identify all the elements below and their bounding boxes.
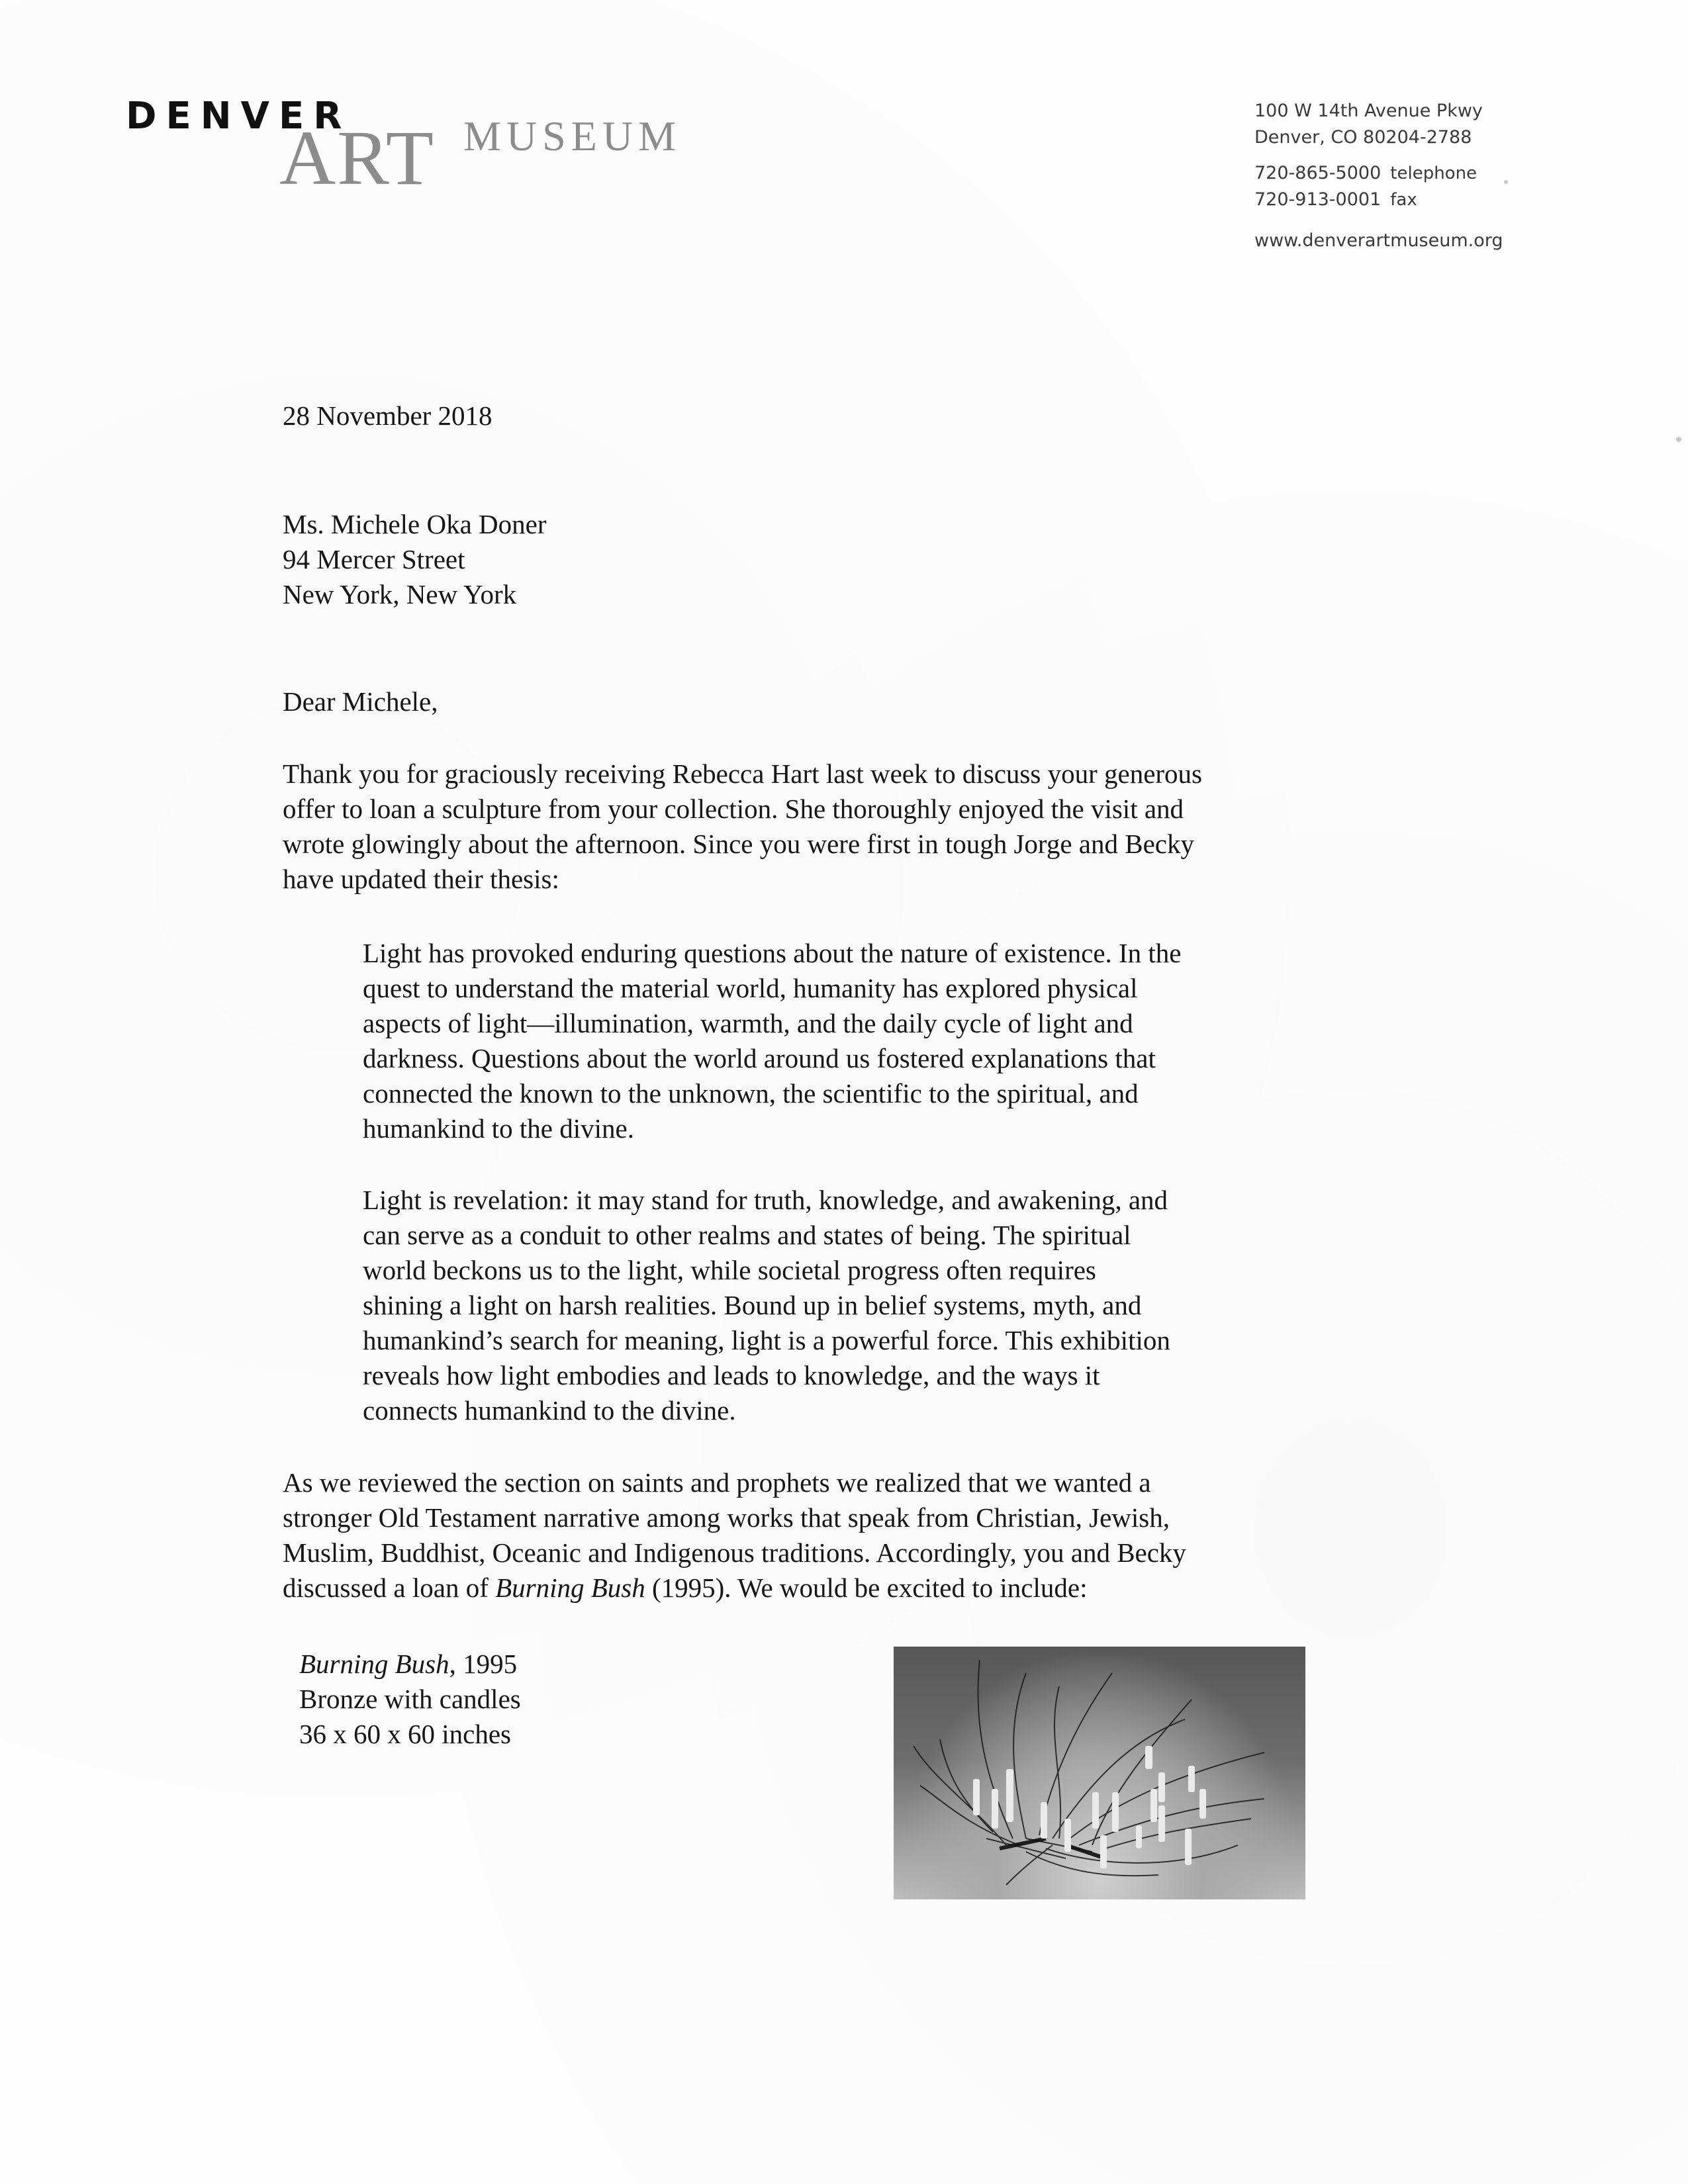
- salutation: Dear Michele,: [283, 686, 438, 717]
- artwork-title-inline: Burning Bush: [495, 1572, 645, 1603]
- paragraph-line: [283, 1570, 1395, 1606]
- letterhead-contact: [1254, 98, 1503, 254]
- quote-line: quest to understand the material world, humanity has explored physical: [363, 973, 1138, 1003]
- thesis-quote-2: [363, 1183, 1369, 1428]
- museum-logo: [126, 93, 735, 199]
- scan-speck: [1504, 180, 1508, 184]
- scan-speck: [1676, 437, 1681, 442]
- quote-line: humankind’s search for meaning, light is a powerful force. This exhibition: [363, 1325, 1170, 1355]
- contact-address-line2: Denver, CO 80204-2788: [1254, 127, 1472, 148]
- thesis-quote-1: [363, 936, 1369, 1146]
- contact-address-line1: 100 W 14th Avenue Pkwy: [1254, 101, 1483, 121]
- body-paragraph-1: [283, 756, 1382, 897]
- line-prefix: discussed a loan of: [283, 1572, 496, 1603]
- paragraph-line: As we reviewed the section on saints and prophets we realized that we wanted a: [283, 1467, 1151, 1498]
- quote-line: can serve as a conduit to other realms and states of being. The spiritual: [363, 1220, 1131, 1250]
- contact-fax-label: fax: [1390, 190, 1417, 210]
- artwork-medium: Bronze with candles: [299, 1684, 521, 1714]
- logo-denver-word: DENVER: [126, 95, 352, 138]
- paragraph-line: Muslim, Buddhist, Oceanic and Indigenous traditions. Accordingly, you and Becky: [283, 1537, 1186, 1568]
- paragraph-line: Thank you for graciously receiving Rebecca Hart last week to discuss your generous: [283, 758, 1202, 789]
- recipient-address: [283, 507, 547, 612]
- paragraph-line: wrote glowingly about the afternoon. Since you were first in tough Jorge and Becky: [283, 829, 1194, 859]
- contact-fax: 720-913-0001: [1254, 189, 1382, 210]
- quote-line: connected the known to the unknown, the scientific to the spiritual, and: [363, 1078, 1139, 1109]
- contact-phone-row: [1254, 160, 1503, 187]
- quote-line: shining a light on harsh realities. Bound up in belief systems, myth, and: [363, 1290, 1142, 1320]
- sculpture-illustration: [894, 1647, 1305, 1899]
- artwork-year: , 1995: [449, 1649, 518, 1679]
- quote-line: Light is revelation: it may stand for truth, knowledge, and awakening, and: [363, 1185, 1168, 1215]
- quote-line: reveals how light embodies and leads to knowledge, and the ways it: [363, 1360, 1100, 1390]
- logo-museum-word: MUSEUM: [463, 113, 681, 159]
- contact-website: www.denverartmuseum.org: [1254, 230, 1503, 251]
- quote-line: world beckons us to the light, while societal progress often requires: [363, 1255, 1096, 1285]
- artwork-photo: [894, 1647, 1305, 1899]
- paragraph-line: stronger Old Testament narrative among works that speak from Christian, Jewish,: [283, 1502, 1170, 1533]
- logo-art-word: ART: [279, 114, 435, 201]
- paragraph-line: offer to loan a sculpture from your collection. She thoroughly enjoyed the visit and: [283, 794, 1184, 824]
- artwork-title-row: [299, 1647, 521, 1682]
- recipient-city: New York, New York: [283, 579, 517, 610]
- quote-line: connects humankind to the divine.: [363, 1395, 736, 1426]
- letter-date: 28 November 2018: [283, 400, 492, 431]
- quote-line: darkness. Questions about the world around us fostered explanations that: [363, 1043, 1156, 1073]
- artwork-title: Burning Bush: [299, 1649, 449, 1679]
- body-paragraph-2: [283, 1465, 1395, 1606]
- paragraph-line: have updated their thesis:: [283, 864, 559, 894]
- recipient-name: Ms. Michele Oka Doner: [283, 509, 547, 539]
- contact-phone-label: telephone: [1390, 163, 1477, 183]
- artwork-caption: [299, 1647, 521, 1752]
- artwork-dimensions: 36 x 60 x 60 inches: [299, 1719, 511, 1749]
- quote-line: humankind to the divine.: [363, 1113, 634, 1144]
- quote-line: aspects of light—illumination, warmth, and the daily cycle of light and: [363, 1008, 1133, 1038]
- quote-line: Light has provoked enduring questions about the nature of existence. In the: [363, 938, 1182, 968]
- contact-fax-row: [1254, 187, 1503, 213]
- line-suffix: (1995). We would be excited to include:: [645, 1572, 1088, 1603]
- recipient-street: 94 Mercer Street: [283, 544, 465, 574]
- contact-phone: 720-865-5000: [1254, 163, 1382, 183]
